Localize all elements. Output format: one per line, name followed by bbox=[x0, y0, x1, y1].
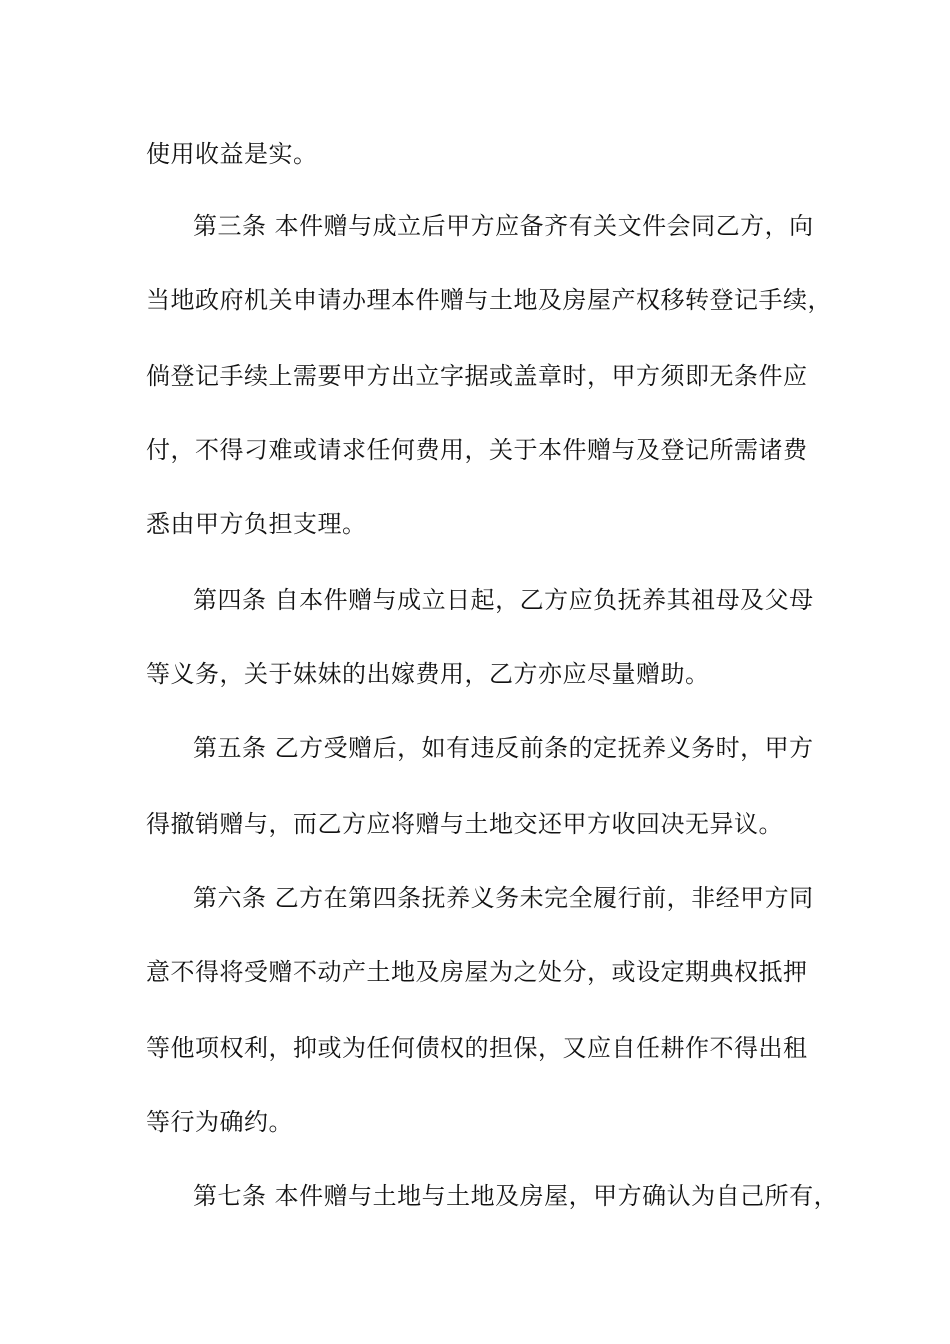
text-line: 使用收益是实。 bbox=[146, 140, 318, 168]
text-line: 第三条 本件赠与成立后甲方应备齐有关文件会同乙方，向 bbox=[193, 212, 814, 240]
text-line: 等义务，关于妹妹的出嫁费用，乙方亦应尽量赠助。 bbox=[146, 660, 710, 688]
text-line: 等他项权利，抑或为任何债权的担保，又应自任耕作不得出租 bbox=[146, 1034, 808, 1062]
text-line: 第六条 乙方在第四条抚养义务未完全履行前，非经甲方同 bbox=[193, 884, 814, 912]
text-line: 第四条 自本件赠与成立日起，乙方应负抚养其祖母及父母 bbox=[193, 586, 814, 614]
text-line: 等行为确约。 bbox=[146, 1108, 293, 1136]
text-line: 第七条 本件赠与土地与土地及房屋，甲方确认为自己所有， bbox=[193, 1182, 839, 1210]
text-line: 意不得将受赠不动产土地及房屋为之处分，或设定期典权抵押 bbox=[146, 958, 808, 986]
text-line: 倘登记手续上需要甲方出立字据或盖章时，甲方须即无条件应 bbox=[146, 362, 808, 390]
text-line: 当地政府机关申请办理本件赠与土地及房屋产权移转登记手续， bbox=[146, 286, 832, 314]
text-line: 得撤销赠与，而乙方应将赠与土地交还甲方收回决无异议。 bbox=[146, 810, 783, 838]
text-line: 悉由甲方负担支理。 bbox=[146, 510, 367, 538]
text-line: 第五条 乙方受赠后，如有违反前条的定抚养义务时，甲方 bbox=[193, 734, 814, 762]
text-line: 付，不得刁难或请求任何费用，关于本件赠与及登记所需诸费 bbox=[146, 436, 808, 464]
